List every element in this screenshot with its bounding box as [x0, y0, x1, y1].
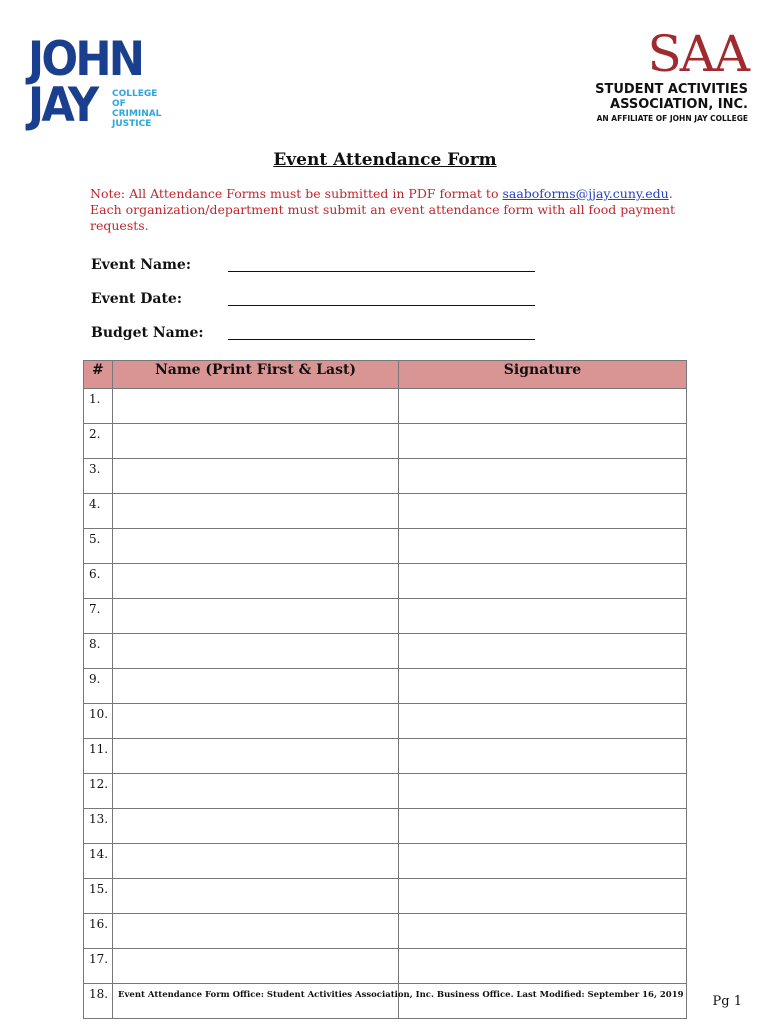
name-cell[interactable] — [113, 459, 399, 494]
name-cell[interactable] — [113, 984, 399, 1019]
event-date-label: Event Date: — [91, 291, 182, 307]
logo-college-line: CRIMINAL — [112, 109, 162, 119]
table-row — [84, 949, 687, 984]
row-number: 12. — [84, 774, 113, 809]
budget-name-line[interactable] — [228, 325, 535, 340]
name-cell[interactable] — [113, 739, 399, 774]
table-row — [84, 914, 687, 949]
table-row — [84, 599, 687, 634]
note-line-2: Each organization/department must submit an event attendance form with all food payment requests. — [90, 202, 676, 233]
name-cell[interactable] — [113, 914, 399, 949]
row-number: 17. — [84, 949, 113, 984]
signature-cell[interactable] — [399, 459, 687, 494]
name-cell[interactable] — [113, 809, 399, 844]
name-cell[interactable] — [113, 599, 399, 634]
row-number: 4. — [84, 494, 113, 529]
table-row — [84, 389, 687, 424]
email-link[interactable]: saaboforms@jjay.cuny.edu — [502, 186, 669, 201]
footer-text: Event Attendance Form Office: Student Activities Association, Inc. Business Office. Last Modified: September 16, 2019 — [118, 990, 684, 1000]
page-number: Pg 1 — [712, 994, 742, 1009]
signature-cell[interactable] — [399, 704, 687, 739]
table-row — [84, 774, 687, 809]
signature-cell[interactable] — [399, 669, 687, 704]
row-number: 3. — [84, 459, 113, 494]
form-title: Event Attendance Form — [273, 150, 497, 170]
table-row — [84, 529, 687, 564]
saa-logo — [588, 25, 748, 123]
event-name-label: Event Name: — [91, 257, 191, 273]
table-row — [84, 739, 687, 774]
table-row — [84, 564, 687, 599]
table-row — [84, 459, 687, 494]
header-number: # — [84, 361, 113, 389]
name-cell[interactable] — [113, 389, 399, 424]
row-number: 1. — [84, 389, 113, 424]
signature-cell[interactable] — [399, 634, 687, 669]
table-row — [84, 844, 687, 879]
table-row — [84, 494, 687, 529]
saa-line-1: STUDENT ACTIVITIES — [595, 82, 748, 97]
signature-cell[interactable] — [399, 879, 687, 914]
john-jay-logo — [28, 32, 168, 136]
note-suffix: . — [668, 186, 673, 201]
signature-cell[interactable] — [399, 774, 687, 809]
signature-cell[interactable] — [399, 599, 687, 634]
note-prefix: Note: All Attendance Forms must be submitted in PDF format to — [90, 186, 503, 201]
row-number: 14. — [84, 844, 113, 879]
table-row — [84, 984, 687, 1019]
signature-cell[interactable] — [399, 949, 687, 984]
row-number: 13. — [84, 809, 113, 844]
table-row — [84, 704, 687, 739]
name-cell[interactable] — [113, 844, 399, 879]
row-number: 9. — [84, 669, 113, 704]
name-cell[interactable] — [113, 774, 399, 809]
table-row — [84, 634, 687, 669]
signature-cell[interactable] — [399, 739, 687, 774]
name-cell[interactable] — [113, 424, 399, 459]
row-number: 15. — [84, 879, 113, 914]
header-name: Name (Print First & Last) — [113, 361, 399, 389]
name-cell[interactable] — [113, 949, 399, 984]
signature-cell[interactable] — [399, 984, 687, 1019]
name-cell[interactable] — [113, 494, 399, 529]
attendance-table — [83, 360, 687, 1019]
table-header-row — [84, 361, 687, 389]
signature-cell[interactable] — [399, 564, 687, 599]
name-cell[interactable] — [113, 704, 399, 739]
table-row — [84, 879, 687, 914]
table-row — [84, 424, 687, 459]
signature-cell[interactable] — [399, 494, 687, 529]
logo-jay-text: JAY — [28, 78, 97, 133]
budget-name-label: Budget Name: — [91, 325, 204, 341]
submission-note — [90, 186, 690, 234]
table-row — [84, 669, 687, 704]
table-row — [84, 809, 687, 844]
event-date-line[interactable] — [228, 291, 535, 306]
signature-cell[interactable] — [399, 389, 687, 424]
row-number: 11. — [84, 739, 113, 774]
signature-cell[interactable] — [399, 424, 687, 459]
row-number: 5. — [84, 529, 113, 564]
name-cell[interactable] — [113, 634, 399, 669]
signature-cell[interactable] — [399, 844, 687, 879]
row-number: 6. — [84, 564, 113, 599]
name-cell[interactable] — [113, 669, 399, 704]
header-signature: Signature — [399, 361, 687, 389]
signature-cell[interactable] — [399, 529, 687, 564]
logo-college-text — [112, 89, 161, 129]
saa-mark: SAA — [647, 25, 748, 83]
row-number: 18. — [84, 984, 113, 1019]
name-cell[interactable] — [113, 529, 399, 564]
logo-college-line: OF — [112, 99, 126, 109]
row-number: 16. — [84, 914, 113, 949]
row-number: 7. — [84, 599, 113, 634]
name-cell[interactable] — [113, 879, 399, 914]
event-name-line[interactable] — [228, 257, 535, 272]
logo-college-line: JUSTICE — [112, 119, 152, 129]
logo-college-line: COLLEGE — [112, 89, 158, 99]
row-number: 2. — [84, 424, 113, 459]
name-cell[interactable] — [113, 564, 399, 599]
row-number: 10. — [84, 704, 113, 739]
signature-cell[interactable] — [399, 914, 687, 949]
row-number: 8. — [84, 634, 113, 669]
saa-line-3: AN AFFILIATE OF JOHN JAY COLLEGE — [596, 114, 748, 123]
signature-cell[interactable] — [399, 809, 687, 844]
logo-john-text: JOHN — [28, 32, 143, 87]
saa-line-2: ASSOCIATION, INC. — [610, 97, 748, 112]
